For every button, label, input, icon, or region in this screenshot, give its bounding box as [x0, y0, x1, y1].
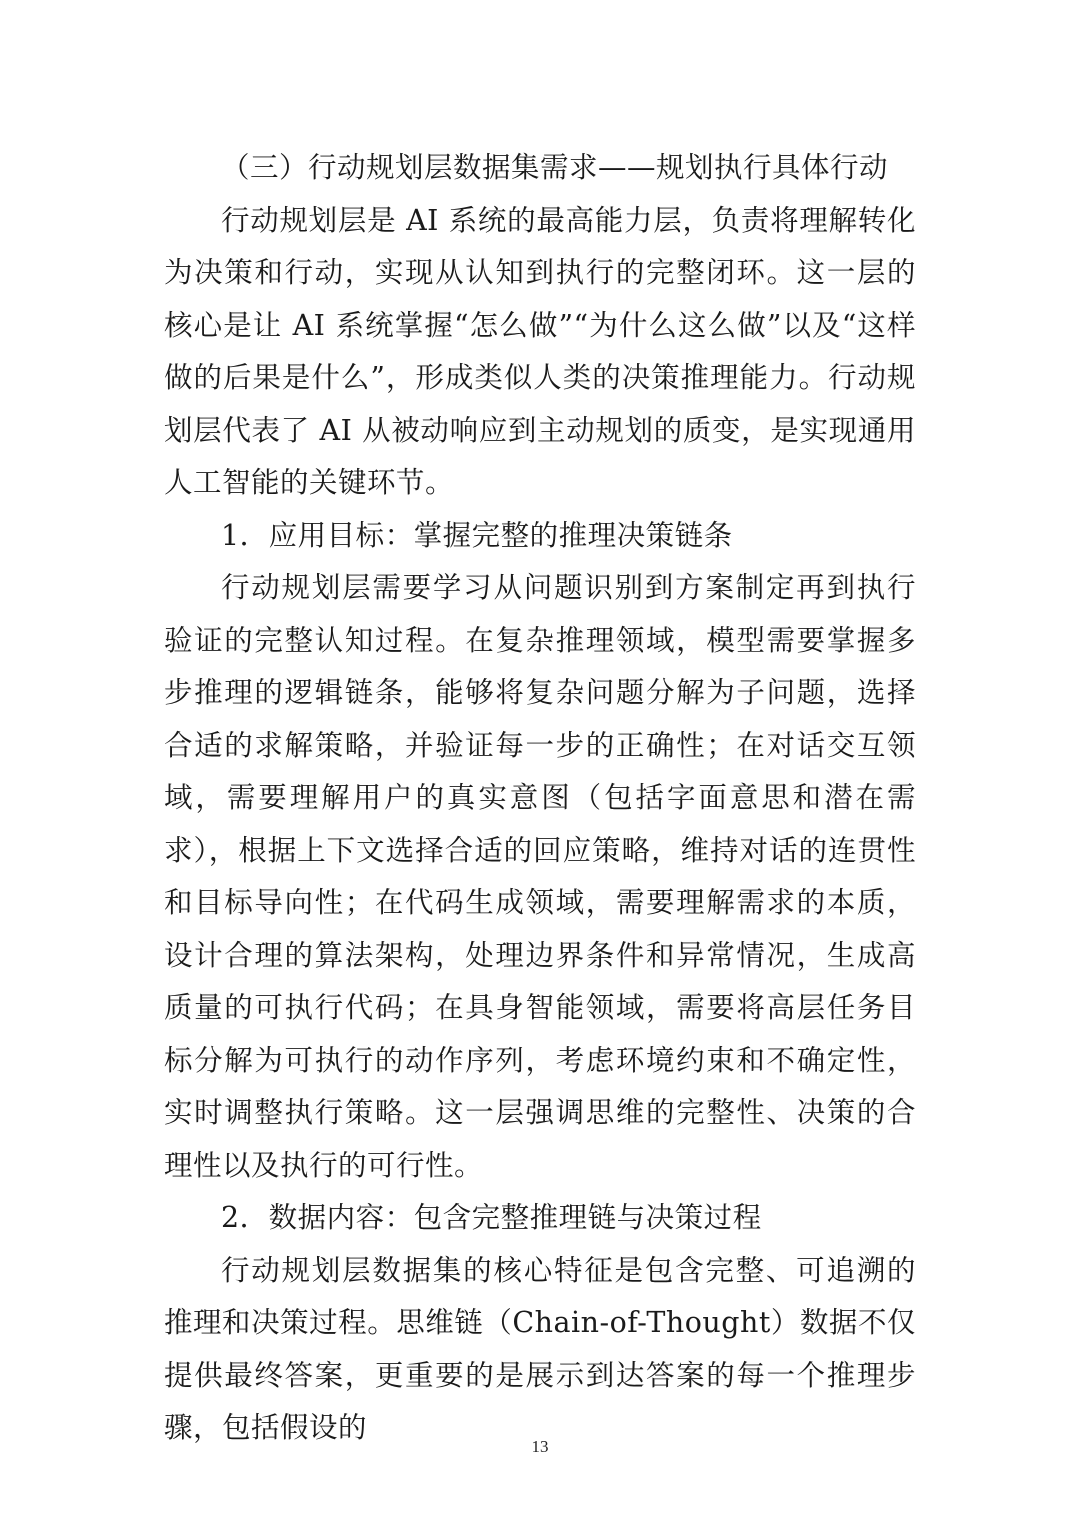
page-number: 13	[531, 1437, 549, 1456]
subheading-application-goal: 1．应用目标：掌握完整的推理决策链条	[221, 518, 733, 552]
data-content-paragraph: 行动规划层数据集的核心特征是包含完整、可追溯的推理和决策过程。思维链（Chain-of-Thought）数据不仅提供最终答案，更重要的是展示到达答案的每一个推理步骤，包括假设的	[164, 1253, 916, 1444]
application-goal-paragraph: 行动规划层需要学习从问题识别到方案制定再到执行验证的完整认知过程。在复杂推理领域，模型需要掌握多步推理的逻辑链条，能够将复杂问题分解为子问题，选择合适的求解策略，并验证每一步的正确性；在对话交互领域，需要理解用户的真实意图（包括字面意思和潜在需求），根据上下文选择合适的回应策略，维持对话的连贯性和目标导向性；在代码生成领域，需要理解需求的本质，设计合理的算法架构，处理边界条件和异常情况，生成高质量的可执行代码；在具身智能领域，需要将高层任务目标分解为可执行的动作序列，考虑环境约束和不确定性，实时调整执行策略。这一层强调思维的完整性、决策的合理性以及执行的可行性。	[164, 571, 916, 1182]
page-body	[164, 142, 916, 1455]
intro-paragraph: 行动规划层是 AI 系统的最高能力层，负责将理解转化为决策和行动，实现从认知到执行的完整闭环。这一层的核心是让 AI 系统掌握“怎么做”“为什么这么做”以及“这样做的后果是什么”，形成类似人类的决策推理能力。行动规划层代表了 AI 从被动响应到主动规划的质变，是实现通用人工智能的关键环节。	[164, 203, 916, 499]
subheading-data-content: 2．数据内容：包含完整推理链与决策过程	[221, 1201, 762, 1234]
section-heading: （三）行动规划层数据集需求——规划执行具体行动	[221, 151, 889, 184]
